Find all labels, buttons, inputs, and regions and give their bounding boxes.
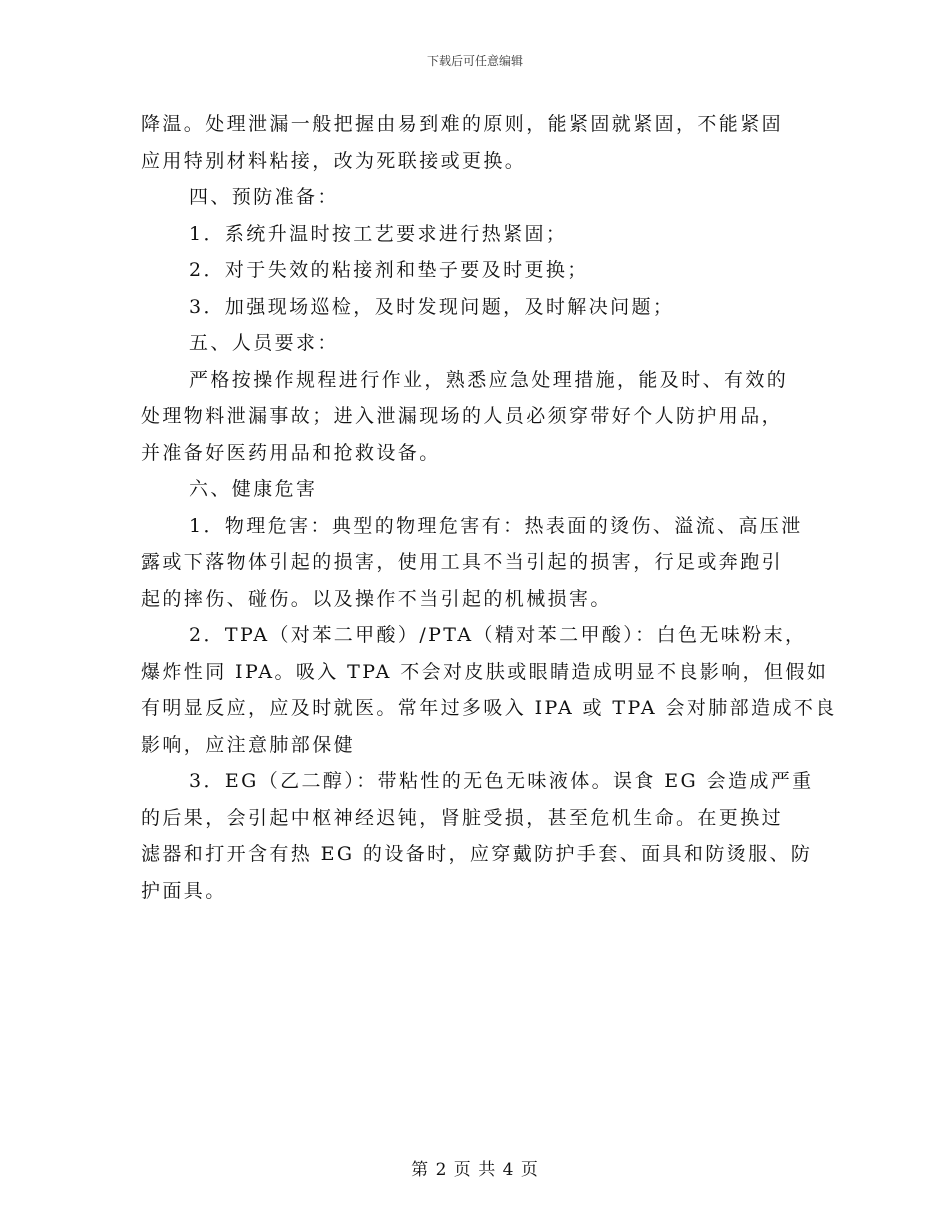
paragraph-line: 严格按操作规程进行作业，熟悉应急处理措施，能及时、有效的: [189, 368, 789, 391]
paragraph-line: 起的摔伤、碰伤。以及操作不当引起的机械损害。: [141, 587, 612, 610]
list-item: 1．系统升温时按工艺要求进行热紧固；: [189, 222, 568, 245]
paragraph-line: 爆炸性同 IPA。吸入 TPA 不会对皮肤或眼睛造成明显不良影响，但假如: [141, 660, 829, 683]
section-heading-prevention: 四、预防准备：: [189, 186, 339, 208]
paragraph-line: 的后果，会引起中枢神经迟钝，肾脏受损，甚至危机生命。在更换过: [141, 806, 784, 829]
list-item: 2．对于失效的粘接剂和垫子要及时更换；: [189, 259, 589, 281]
paragraph-line: 2．TPA（对苯二甲酸）/PTA（精对苯二甲酸）：白色无味粉末，: [189, 624, 807, 646]
section-heading-health-hazards: 六、健康危害: [189, 478, 318, 500]
page-header: 下载后可任意编辑: [426, 54, 523, 68]
document-body: [141, 106, 837, 909]
paragraph-line: 滤器和打开含有热 EG 的设备时，应穿戴防护手套、面具和防烫服、防: [141, 843, 813, 865]
paragraph-line: 1．物理危害：典型的物理危害有：热表面的烫伤、溢流、高压泄: [189, 514, 803, 537]
paragraph-line: 有明显反应，应及时就医。常年过多吸入 IPA 或 TPA 会对肺部造成不良: [141, 697, 837, 719]
paragraph-line: 护面具。: [141, 879, 227, 902]
paragraph-line: 影响，应注意肺部保健: [141, 733, 356, 756]
section-heading-personnel: 五、人员要求：: [189, 332, 339, 354]
paragraph-line: 应用特别材料粘接，改为死联接或更换。: [141, 149, 527, 172]
paragraph-line: 降温。处理泄漏一般把握由易到难的原则，能紧固就紧固，不能紧固: [141, 113, 784, 135]
paragraph-line: 并准备好医药用品和抢救设备。: [141, 441, 441, 464]
paragraph-line: 露或下落物体引起的损害，使用工具不当引起的损害，行足或奔跑引: [141, 551, 784, 573]
page-number: 第 2 页 共 4 页: [411, 1160, 539, 1180]
paragraph-line: 处理物料泄漏事故；进入泄漏现场的人员必须穿带好个人防护用品，: [141, 405, 784, 427]
list-item: 3．加强现场巡检，及时发现问题，及时解决问题；: [189, 295, 675, 318]
paragraph-line: 3．EG（乙二醇）：带粘性的无色无味液体。误食 EG 会造成严重: [189, 770, 814, 792]
